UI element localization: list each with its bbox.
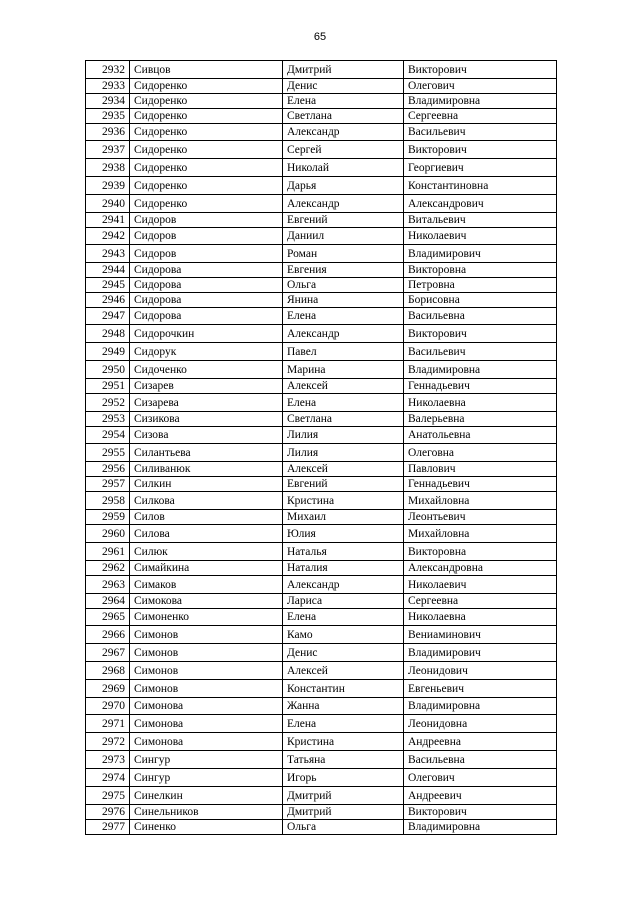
row-number: 2941: [86, 213, 130, 228]
table-row: [86, 325, 557, 343]
table-row: [86, 477, 557, 492]
first-name-cell: Евгения: [283, 263, 404, 278]
row-number: 2976: [86, 805, 130, 820]
first-name-cell: Константин: [283, 680, 404, 698]
patronymic-cell: Михайловна: [404, 492, 557, 510]
first-name-cell: Кристина: [283, 492, 404, 510]
row-number: 2936: [86, 124, 130, 141]
table-row: [86, 308, 557, 325]
surname-cell: Сизарев: [130, 379, 283, 394]
first-name-cell: Евгений: [283, 477, 404, 492]
first-name-cell: Наталья: [283, 543, 404, 561]
patronymic-cell: Васильевич: [404, 343, 557, 361]
surname-cell: Симонова: [130, 733, 283, 751]
table-row: [86, 228, 557, 245]
first-name-cell: Александр: [283, 124, 404, 141]
table-row: [86, 195, 557, 213]
patronymic-cell: Борисовна: [404, 293, 557, 308]
row-number: 2932: [86, 61, 130, 79]
first-name-cell: Дарья: [283, 177, 404, 195]
table-row: [86, 626, 557, 644]
first-name-cell: Николай: [283, 159, 404, 177]
first-name-cell: Елена: [283, 715, 404, 733]
table-row: [86, 94, 557, 109]
first-name-cell: Алексей: [283, 379, 404, 394]
row-number: 2944: [86, 263, 130, 278]
row-number: 2949: [86, 343, 130, 361]
table-row: [86, 61, 557, 79]
names-table-body: [86, 61, 557, 835]
table-row: [86, 680, 557, 698]
surname-cell: Сидорова: [130, 293, 283, 308]
surname-cell: Сидорова: [130, 278, 283, 293]
patronymic-cell: Викторович: [404, 805, 557, 820]
table-row: [86, 159, 557, 177]
surname-cell: Сидоренко: [130, 141, 283, 159]
surname-cell: Сидоренко: [130, 177, 283, 195]
table-row: [86, 361, 557, 379]
surname-cell: Сизова: [130, 427, 283, 444]
table-row: [86, 278, 557, 293]
row-number: 2977: [86, 820, 130, 835]
table-row: [86, 343, 557, 361]
row-number: 2975: [86, 787, 130, 805]
first-name-cell: Елена: [283, 609, 404, 626]
first-name-cell: Алексей: [283, 462, 404, 477]
table-row: [86, 510, 557, 525]
patronymic-cell: Павлович: [404, 462, 557, 477]
row-number: 2937: [86, 141, 130, 159]
row-number: 2966: [86, 626, 130, 644]
table-row: [86, 576, 557, 594]
surname-cell: Силюк: [130, 543, 283, 561]
table-row: [86, 805, 557, 820]
first-name-cell: Марина: [283, 361, 404, 379]
table-row: [86, 109, 557, 124]
row-number: 2945: [86, 278, 130, 293]
row-number: 2934: [86, 94, 130, 109]
patronymic-cell: Олегович: [404, 79, 557, 94]
row-number: 2948: [86, 325, 130, 343]
table-row: [86, 561, 557, 576]
surname-cell: Силов: [130, 510, 283, 525]
table-row: [86, 733, 557, 751]
row-number: 2939: [86, 177, 130, 195]
surname-cell: Сидоров: [130, 213, 283, 228]
first-name-cell: Ольга: [283, 820, 404, 835]
table-row: [86, 609, 557, 626]
patronymic-cell: Викторович: [404, 141, 557, 159]
first-name-cell: Даниил: [283, 228, 404, 245]
surname-cell: Силкова: [130, 492, 283, 510]
row-number: 2961: [86, 543, 130, 561]
patronymic-cell: Вениаминович: [404, 626, 557, 644]
surname-cell: Симонов: [130, 662, 283, 680]
first-name-cell: Татьяна: [283, 751, 404, 769]
surname-cell: Синенко: [130, 820, 283, 835]
row-number: 2963: [86, 576, 130, 594]
row-number: 2940: [86, 195, 130, 213]
row-number: 2962: [86, 561, 130, 576]
first-name-cell: Павел: [283, 343, 404, 361]
patronymic-cell: Васильевна: [404, 308, 557, 325]
first-name-cell: Александр: [283, 325, 404, 343]
first-name-cell: Наталия: [283, 561, 404, 576]
row-number: 2960: [86, 525, 130, 543]
patronymic-cell: Георгиевич: [404, 159, 557, 177]
row-number: 2955: [86, 444, 130, 462]
surname-cell: Сидоренко: [130, 109, 283, 124]
table-row: [86, 787, 557, 805]
surname-cell: Синельников: [130, 805, 283, 820]
patronymic-cell: Николаевич: [404, 228, 557, 245]
row-number: 2964: [86, 594, 130, 609]
patronymic-cell: Олеговна: [404, 444, 557, 462]
surname-cell: Сингур: [130, 751, 283, 769]
table-row: [86, 213, 557, 228]
row-number: 2965: [86, 609, 130, 626]
surname-cell: Симоненко: [130, 609, 283, 626]
patronymic-cell: Васильевич: [404, 124, 557, 141]
patronymic-cell: Леонтьевич: [404, 510, 557, 525]
first-name-cell: Александр: [283, 195, 404, 213]
page-number: 65: [313, 31, 327, 43]
table-row: [86, 820, 557, 835]
table-row: [86, 177, 557, 195]
surname-cell: Силантьева: [130, 444, 283, 462]
patronymic-cell: Анатольевна: [404, 427, 557, 444]
surname-cell: Симонов: [130, 626, 283, 644]
row-number: 2935: [86, 109, 130, 124]
first-name-cell: Роман: [283, 245, 404, 263]
table-row: [86, 492, 557, 510]
first-name-cell: Дмитрий: [283, 805, 404, 820]
row-number: 2968: [86, 662, 130, 680]
surname-cell: Синелкин: [130, 787, 283, 805]
surname-cell: Сидорова: [130, 308, 283, 325]
row-number: 2952: [86, 394, 130, 412]
patronymic-cell: Николаевич: [404, 576, 557, 594]
patronymic-cell: Михайловна: [404, 525, 557, 543]
first-name-cell: Дмитрий: [283, 787, 404, 805]
row-number: 2972: [86, 733, 130, 751]
row-number: 2959: [86, 510, 130, 525]
surname-cell: Сингур: [130, 769, 283, 787]
surname-cell: Симонова: [130, 715, 283, 733]
surname-cell: Сидоченко: [130, 361, 283, 379]
first-name-cell: Лилия: [283, 427, 404, 444]
patronymic-cell: Сергеевна: [404, 109, 557, 124]
first-name-cell: Сергей: [283, 141, 404, 159]
patronymic-cell: Евгеньевич: [404, 680, 557, 698]
first-name-cell: Дмитрий: [283, 61, 404, 79]
surname-cell: Симаков: [130, 576, 283, 594]
first-name-cell: Лилия: [283, 444, 404, 462]
table-row: [86, 751, 557, 769]
table-row: [86, 412, 557, 427]
surname-cell: Симонов: [130, 644, 283, 662]
first-name-cell: Светлана: [283, 412, 404, 427]
surname-cell: Симайкина: [130, 561, 283, 576]
first-name-cell: Игорь: [283, 769, 404, 787]
surname-cell: Сидоренко: [130, 159, 283, 177]
patronymic-cell: Николаевна: [404, 394, 557, 412]
patronymic-cell: Александровна: [404, 561, 557, 576]
patronymic-cell: Владимирович: [404, 245, 557, 263]
surname-cell: Сидоров: [130, 228, 283, 245]
first-name-cell: Янина: [283, 293, 404, 308]
first-name-cell: Евгений: [283, 213, 404, 228]
patronymic-cell: Олегович: [404, 769, 557, 787]
table-row: [86, 245, 557, 263]
row-number: 2946: [86, 293, 130, 308]
table-row: [86, 141, 557, 159]
patronymic-cell: Андреевна: [404, 733, 557, 751]
surname-cell: Сидоренко: [130, 79, 283, 94]
surname-cell: Силкин: [130, 477, 283, 492]
row-number: 2957: [86, 477, 130, 492]
table-row: [86, 644, 557, 662]
patronymic-cell: Витальевич: [404, 213, 557, 228]
patronymic-cell: Николаевна: [404, 609, 557, 626]
row-number: 2951: [86, 379, 130, 394]
patronymic-cell: Викторович: [404, 325, 557, 343]
row-number: 2967: [86, 644, 130, 662]
row-number: 2933: [86, 79, 130, 94]
row-number: 2942: [86, 228, 130, 245]
surname-cell: Симонова: [130, 698, 283, 715]
row-number: 2969: [86, 680, 130, 698]
surname-cell: Силиванюк: [130, 462, 283, 477]
table-row: [86, 715, 557, 733]
patronymic-cell: Леонидовна: [404, 715, 557, 733]
table-row: [86, 379, 557, 394]
first-name-cell: Жанна: [283, 698, 404, 715]
first-name-cell: Светлана: [283, 109, 404, 124]
surname-cell: Симонов: [130, 680, 283, 698]
row-number: 2943: [86, 245, 130, 263]
patronymic-cell: Константиновна: [404, 177, 557, 195]
surname-cell: Сивцов: [130, 61, 283, 79]
patronymic-cell: Васильевна: [404, 751, 557, 769]
patronymic-cell: Викторовна: [404, 263, 557, 278]
table-row: [86, 124, 557, 141]
row-number: 2971: [86, 715, 130, 733]
row-number: 2954: [86, 427, 130, 444]
first-name-cell: Ольга: [283, 278, 404, 293]
first-name-cell: Елена: [283, 394, 404, 412]
first-name-cell: Денис: [283, 644, 404, 662]
patronymic-cell: Владимировна: [404, 361, 557, 379]
table-row: [86, 263, 557, 278]
patronymic-cell: Валерьевна: [404, 412, 557, 427]
first-name-cell: Елена: [283, 308, 404, 325]
patronymic-cell: Геннадьевич: [404, 379, 557, 394]
row-number: 2953: [86, 412, 130, 427]
first-name-cell: Кристина: [283, 733, 404, 751]
names-table: [85, 60, 557, 835]
patronymic-cell: Владимировна: [404, 698, 557, 715]
patronymic-cell: Викторовна: [404, 543, 557, 561]
first-name-cell: Елена: [283, 94, 404, 109]
patronymic-cell: Владимирович: [404, 644, 557, 662]
surname-cell: Сидорук: [130, 343, 283, 361]
row-number: 2974: [86, 769, 130, 787]
row-number: 2950: [86, 361, 130, 379]
patronymic-cell: Владимировна: [404, 94, 557, 109]
table-row: [86, 698, 557, 715]
surname-cell: Силова: [130, 525, 283, 543]
table-row: [86, 525, 557, 543]
surname-cell: Симокова: [130, 594, 283, 609]
surname-cell: Сидоренко: [130, 195, 283, 213]
first-name-cell: Камо: [283, 626, 404, 644]
patronymic-cell: Андреевич: [404, 787, 557, 805]
first-name-cell: Денис: [283, 79, 404, 94]
table-row: [86, 462, 557, 477]
table-row: [86, 394, 557, 412]
table-row: [86, 543, 557, 561]
patronymic-cell: Леонидович: [404, 662, 557, 680]
table-row: [86, 427, 557, 444]
row-number: 2958: [86, 492, 130, 510]
row-number: 2970: [86, 698, 130, 715]
patronymic-cell: Александрович: [404, 195, 557, 213]
table-row: [86, 293, 557, 308]
first-name-cell: Алексей: [283, 662, 404, 680]
row-number: 2938: [86, 159, 130, 177]
surname-cell: Сидоров: [130, 245, 283, 263]
first-name-cell: Александр: [283, 576, 404, 594]
table-row: [86, 444, 557, 462]
first-name-cell: Михаил: [283, 510, 404, 525]
patronymic-cell: Викторович: [404, 61, 557, 79]
patronymic-cell: Геннадьевич: [404, 477, 557, 492]
patronymic-cell: Петровна: [404, 278, 557, 293]
table-row: [86, 79, 557, 94]
patronymic-cell: Владимировна: [404, 820, 557, 835]
table-row: [86, 769, 557, 787]
table-row: [86, 594, 557, 609]
surname-cell: Сидоренко: [130, 124, 283, 141]
surname-cell: Сизарева: [130, 394, 283, 412]
table-row: [86, 662, 557, 680]
row-number: 2956: [86, 462, 130, 477]
surname-cell: Сидорочкин: [130, 325, 283, 343]
row-number: 2973: [86, 751, 130, 769]
first-name-cell: Лариса: [283, 594, 404, 609]
row-number: 2947: [86, 308, 130, 325]
surname-cell: Сизикова: [130, 412, 283, 427]
patronymic-cell: Сергеевна: [404, 594, 557, 609]
surname-cell: Сидорова: [130, 263, 283, 278]
surname-cell: Сидоренко: [130, 94, 283, 109]
first-name-cell: Юлия: [283, 525, 404, 543]
